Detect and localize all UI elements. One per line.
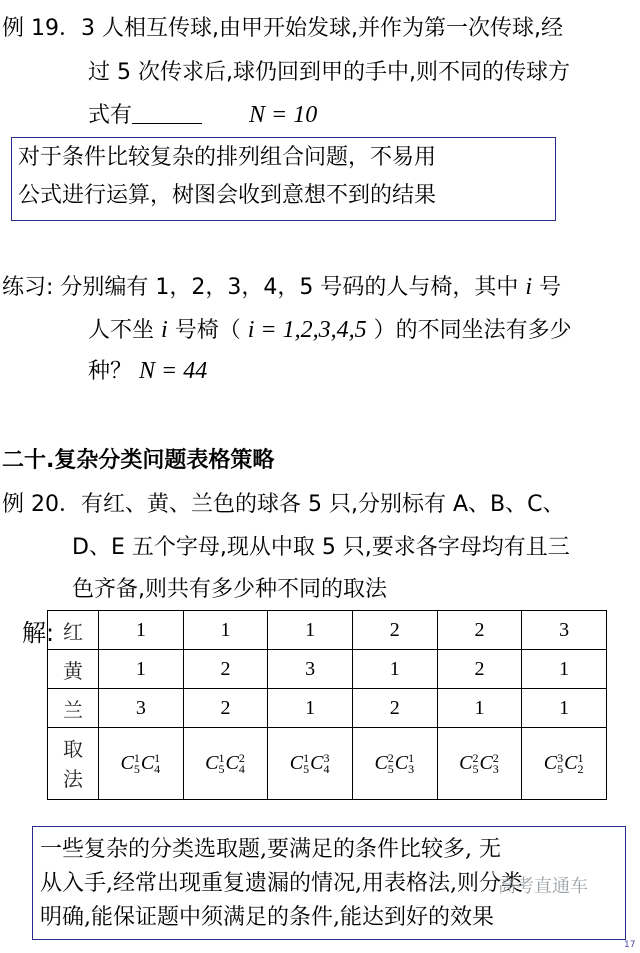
comb-indices (303, 753, 309, 775)
table-cell: 3 (268, 650, 353, 689)
comb-indices (218, 753, 224, 775)
comb-sup: 3 (557, 751, 564, 766)
comb-sub: 3 (492, 762, 499, 777)
comb-sup: 1 (577, 751, 584, 766)
practice-answer: N = 44 (139, 358, 208, 384)
comb-sub: 2 (577, 762, 584, 777)
example19-line1: 例 19．3 人相互传球,由甲开始发球,并作为第一次传球,经 (2, 16, 563, 41)
comb-sup: 1 (218, 751, 225, 766)
comb-sub: 5 (218, 762, 225, 777)
example20-line2: D、E 五个字母,现从中取 5 只,要求各字母均有且三 (72, 535, 570, 560)
comb-base: C (394, 751, 409, 774)
comb-sup: 1 (133, 751, 140, 766)
practice-line2-c: ）的不同坐法有多少 (373, 318, 572, 343)
table-cell: 2 (352, 689, 437, 728)
comb-indices (493, 753, 499, 775)
method-cell (99, 728, 184, 800)
practice-line1-a: 练习: 分别编有 1，2，3，4，5 号码的人与椅，其中 (2, 275, 519, 300)
method-cell (183, 728, 268, 800)
comb-indices (472, 753, 478, 775)
table-cell: 1 (522, 650, 607, 689)
comb-sub: 4 (323, 762, 330, 777)
note2-line1: 一些复杂的分类选取题,要满足的条件比较多, 无 (40, 837, 501, 862)
practice-var-i-2: i (161, 317, 168, 343)
table-cell: 1 (437, 689, 522, 728)
practice-line2 (88, 315, 572, 346)
row-head-red: 红 (48, 611, 99, 650)
practice-var-i-1: i (525, 274, 533, 300)
comb-sub: 5 (387, 762, 394, 777)
method-cell (268, 728, 353, 800)
note2-line2: 从入手,经常出现重复遗漏的情况,用表格法,则分类 (40, 871, 523, 896)
row-head-methods-1: 取 (63, 736, 83, 761)
note2-line3: 明确,能保证题中须满足的条件,能达到好的效果 (40, 905, 494, 930)
table-cell: 1 (268, 611, 353, 650)
practice-range: i = 1,2,3,4,5 (247, 317, 367, 343)
comb-base: C (225, 751, 239, 774)
comb-sub: 5 (133, 762, 140, 777)
row-head-methods-2: 法 (63, 766, 83, 791)
comb-sub: 5 (472, 762, 479, 777)
table-cell: 1 (522, 689, 607, 728)
allocation-table (47, 610, 607, 800)
row-head-yellow: 黄 (48, 650, 99, 689)
table-cell: 3 (99, 689, 184, 728)
comb-base: C (140, 751, 155, 774)
table-cell: 2 (183, 689, 268, 728)
comb-sub: 5 (303, 762, 310, 777)
table-cell: 2 (183, 650, 268, 689)
comb-indices (323, 753, 329, 775)
table-cell: 2 (437, 611, 522, 650)
comb-base: C (459, 751, 473, 774)
comb-base: C (205, 751, 219, 774)
comb-base: C (120, 751, 134, 774)
comb-sub: 3 (408, 762, 415, 777)
example19-line2: 过 5 次传求后,球仍回到甲的手中,则不同的传球方 (88, 60, 570, 85)
comb-indices (408, 753, 414, 775)
comb-sup: 1 (408, 751, 415, 766)
example19-line3 (88, 100, 317, 131)
comb-sub: 4 (154, 762, 161, 777)
comb-sup: 3 (323, 751, 330, 766)
table-row-red (48, 611, 607, 650)
comb-base: C (564, 751, 578, 774)
comb-indices (557, 753, 563, 775)
comb-base: C (479, 751, 493, 774)
comb-indices (388, 753, 394, 775)
method-cell (522, 728, 607, 800)
practice-line3-a: 种？ (88, 359, 133, 384)
practice-line1-b: 号 (539, 275, 562, 300)
comb-indices (239, 753, 245, 775)
table-cell: 2 (352, 611, 437, 650)
watermark: 高考直通车 (498, 876, 588, 897)
example19-answer: N = 10 (249, 102, 318, 128)
row-head-methods (48, 728, 99, 800)
comb-sup: 2 (492, 751, 499, 766)
table-cell: 1 (352, 650, 437, 689)
note1-line2: 公式进行运算，树图会收到意想不到的结果 (18, 183, 437, 208)
table-row-blue (48, 689, 607, 728)
comb-sup: 1 (303, 751, 310, 766)
note1-line1: 对于条件比较复杂的排列组合问题，不易用 (18, 145, 437, 170)
row-head-blue: 兰 (48, 689, 99, 728)
comb-sub: 5 (557, 762, 564, 777)
table-row-methods (48, 728, 607, 800)
table-cell: 1 (99, 611, 184, 650)
table-cell: 2 (437, 650, 522, 689)
practice-line3 (88, 356, 207, 387)
comb-indices (154, 753, 160, 775)
method-cell (352, 728, 437, 800)
table-cell: 1 (99, 650, 184, 689)
practice-line2-a: 人不坐 (88, 318, 155, 343)
comb-indices (577, 753, 583, 775)
comb-base: C (543, 751, 558, 774)
comb-sup: 2 (387, 751, 394, 766)
comb-sup: 1 (154, 751, 161, 766)
practice-line1 (2, 272, 561, 303)
comb-sup: 2 (238, 751, 245, 766)
answer-blank (132, 101, 202, 124)
method-cell (437, 728, 522, 800)
solution-label: 解: (22, 619, 55, 647)
comb-indices (134, 753, 140, 775)
table-cell: 1 (183, 611, 268, 650)
practice-line2-b: 号椅（ (174, 318, 241, 343)
example19-line3-prefix: 式有 (88, 103, 133, 128)
table-row-yellow (48, 650, 607, 689)
comb-base: C (310, 751, 324, 774)
table-cell: 3 (522, 611, 607, 650)
page-number: 17 (624, 940, 636, 950)
comb-base: C (374, 751, 388, 774)
example20-line3: 色齐备,则共有多少种不同的取法 (72, 577, 387, 602)
example20-line1: 例 20．有红、黄、兰色的球各 5 只,分别标有 A、B、C、 (2, 492, 565, 517)
comb-base: C (289, 751, 304, 774)
table-cell: 1 (268, 689, 353, 728)
section-heading: 二十.复杂分类问题表格策略 (2, 448, 275, 473)
comb-sup: 2 (472, 751, 479, 766)
comb-sub: 4 (238, 762, 245, 777)
